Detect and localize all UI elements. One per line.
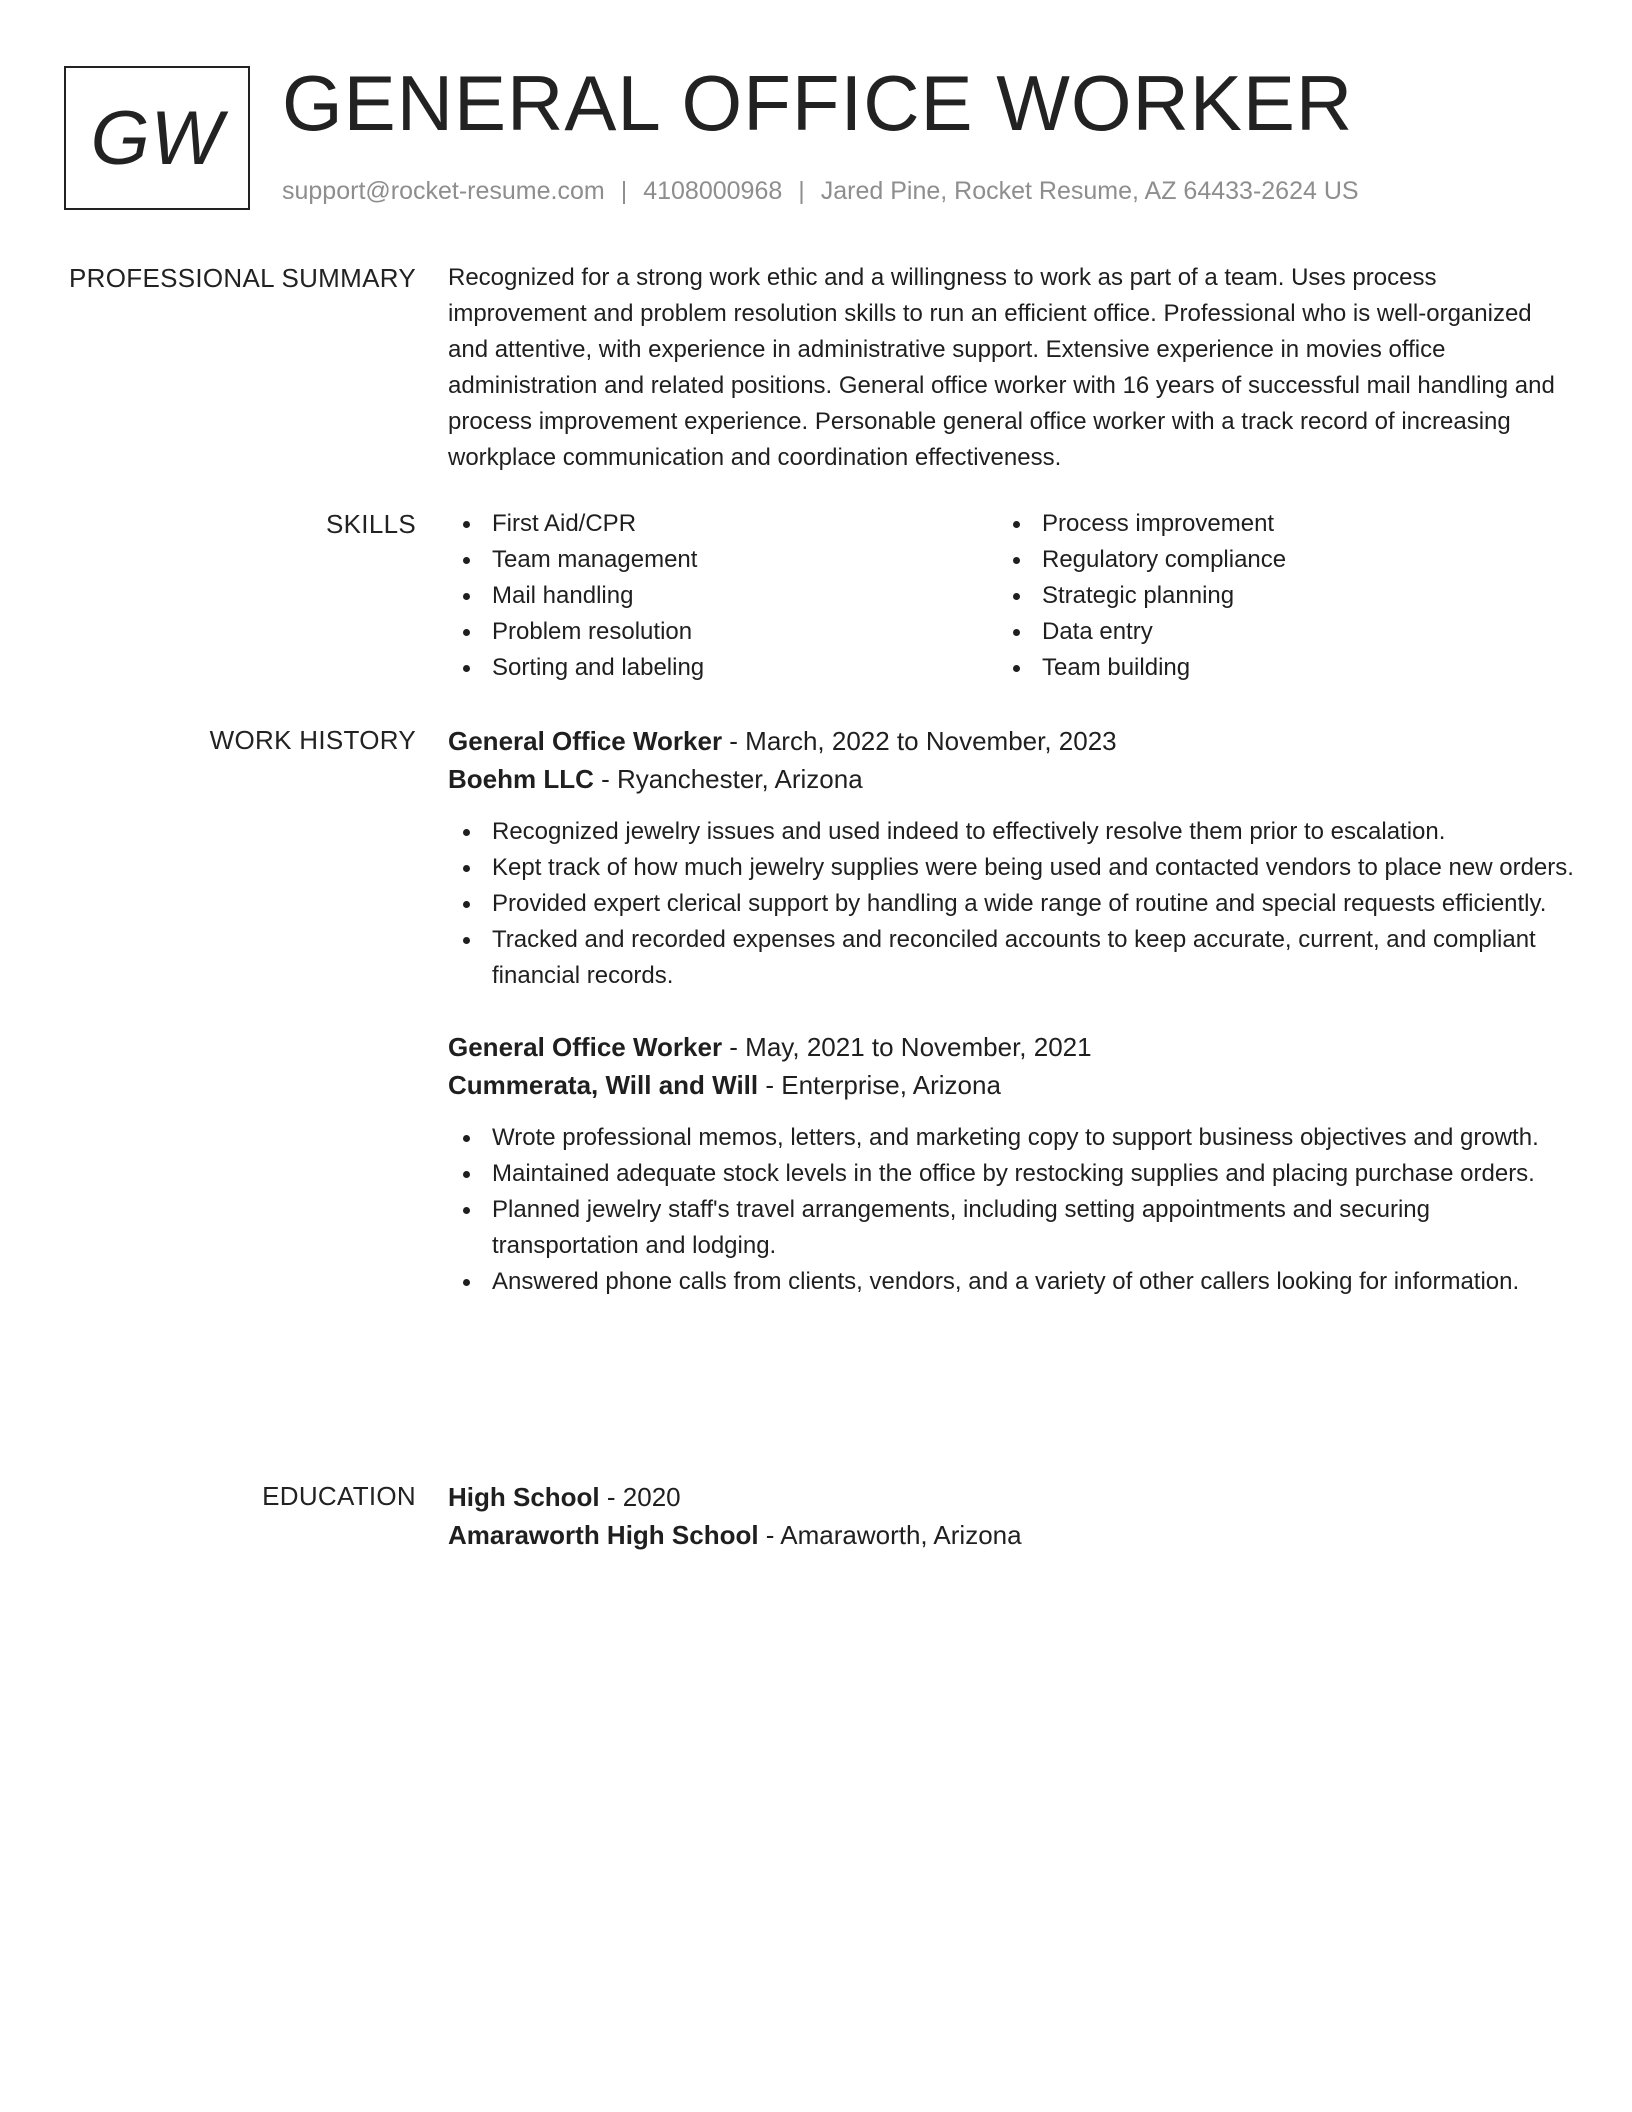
skill-item: Data entry bbox=[998, 614, 1548, 650]
skill-item: First Aid/CPR bbox=[448, 506, 998, 542]
job-title: General Office Worker bbox=[448, 1032, 723, 1062]
job-bullet: Planned jewelry staff's travel arrangements, including setting appointments and securing transportation and lodging. bbox=[448, 1192, 1574, 1264]
job-company: Boehm LLC bbox=[448, 764, 594, 794]
skills-column-right bbox=[998, 506, 1548, 686]
contact-address: Jared Pine, Rocket Resume, AZ 64433-2624 US bbox=[820, 177, 1359, 205]
job-dates: - March, 2022 to November, 2023 bbox=[722, 726, 1117, 756]
contact-separator: | bbox=[620, 177, 628, 205]
job-title: General Office Worker bbox=[448, 726, 723, 756]
resume-title: GENERAL OFFICE WORKER bbox=[282, 59, 1354, 147]
job-location: - Ryanchester, Arizona bbox=[593, 764, 863, 794]
job-dates: - May, 2021 to November, 2021 bbox=[722, 1032, 1092, 1062]
job-company-line bbox=[448, 1066, 1574, 1104]
job-bullets bbox=[448, 1120, 1574, 1300]
job-company-line bbox=[448, 760, 1574, 798]
job-bullet: Maintained adequate stock levels in the office by restocking supplies and placing purchase orders. bbox=[448, 1156, 1574, 1192]
job-bullet: Tracked and recorded expenses and reconciled accounts to keep accurate, current, and compliant financial records. bbox=[448, 922, 1574, 994]
contact-line bbox=[282, 174, 1359, 208]
education-location: - Amaraworth, Arizona bbox=[758, 1520, 1022, 1550]
job-bullet: Kept track of how much jewelry supplies were being used and contacted vendors to place new orders. bbox=[448, 850, 1574, 886]
contact-phone: 4108000968 bbox=[643, 177, 783, 205]
education-school: Amaraworth High School bbox=[448, 1520, 759, 1550]
job-heading bbox=[448, 722, 1574, 760]
job-heading bbox=[448, 1028, 1574, 1066]
skills-label: SKILLS bbox=[326, 509, 416, 539]
skill-item: Mail handling bbox=[448, 578, 998, 614]
job-bullet: Recognized jewelry issues and used indeed to effectively resolve them prior to escalation. bbox=[448, 814, 1574, 850]
monogram-box: GW bbox=[64, 66, 250, 210]
job-bullet: Answered phone calls from clients, vendors, and a variety of other callers looking for information. bbox=[448, 1264, 1574, 1300]
education-school-line bbox=[448, 1516, 1574, 1554]
education-year: - 2020 bbox=[599, 1482, 681, 1512]
summary-label: PROFESSIONAL SUMMARY bbox=[69, 263, 416, 293]
job-entry bbox=[448, 722, 1574, 994]
skill-item: Team building bbox=[998, 650, 1548, 686]
skill-item: Process improvement bbox=[998, 506, 1548, 542]
skill-item: Sorting and labeling bbox=[448, 650, 998, 686]
skill-item: Regulatory compliance bbox=[998, 542, 1548, 578]
education-label: EDUCATION bbox=[262, 1481, 416, 1511]
work-history-label: WORK HISTORY bbox=[209, 725, 416, 755]
education-body bbox=[448, 1478, 1574, 1554]
job-bullet: Provided expert clerical support by handling a wide range of routine and special requests efficiently. bbox=[448, 886, 1574, 922]
job-company: Cummerata, Will and Will bbox=[448, 1070, 759, 1100]
skill-item: Strategic planning bbox=[998, 578, 1548, 614]
job-location: - Enterprise, Arizona bbox=[758, 1070, 1001, 1100]
skills-list bbox=[448, 506, 1574, 686]
summary-text: Recognized for a strong work ethic and a willingness to work as part of a team. Uses process improvement and problem resolution skills to run an efficient office. Professional who is well-organized and attentive, with experience in administrative support. Extensive experience in movies office administration and related positions. General office worker with 16 years of successful mail handling and process improvement experience. Personable general office worker with a track record of increasing workplace communication and coordination effectiveness. bbox=[448, 264, 1555, 471]
job-entry bbox=[448, 1028, 1574, 1300]
skill-item: Problem resolution bbox=[448, 614, 998, 650]
education-degree: High School bbox=[448, 1482, 600, 1512]
education-heading bbox=[448, 1478, 1574, 1516]
skill-item: Team management bbox=[448, 542, 998, 578]
work-history-body bbox=[448, 722, 1574, 1300]
job-bullets bbox=[448, 814, 1574, 994]
skills-column-left bbox=[448, 506, 998, 686]
contact-separator: | bbox=[798, 177, 805, 205]
job-bullet: Wrote professional memos, letters, and marketing copy to support business objectives and growth. bbox=[448, 1120, 1574, 1156]
contact-email: support@rocket-resume.com bbox=[282, 177, 605, 205]
